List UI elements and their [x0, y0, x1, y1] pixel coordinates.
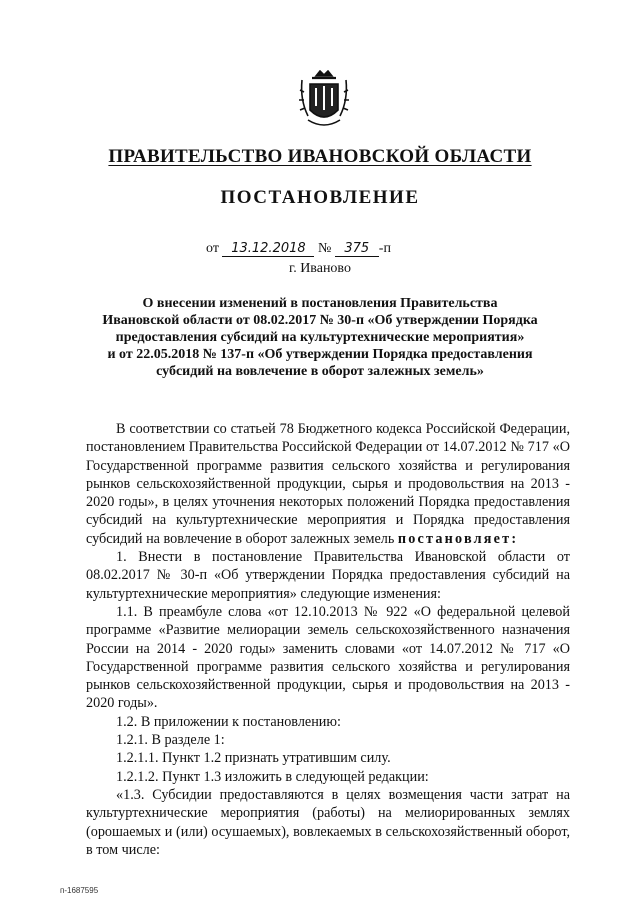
date-number-line — [206, 241, 391, 257]
government-heading: ПРАВИТЕЛЬСТВО ИВАНОВСКОЙ ОБЛАСТИ — [108, 146, 532, 167]
document-type-heading: ПОСТАНОВЛЕНИЕ — [220, 187, 420, 208]
clause-1-1: 1.1. В преамбуле слова «от 12.10.2013 № 922 «О федеральной целевой программе «Развитие мелиорации земель сельскохозяйственного назначения России на 2014 - 2020 годы» заменить словами «от 14.07.2012 № 717 «О Государственной программе развития сельского хозяйства и регулирования рынков сельскохозяйственной продукции, сырья и продовольствия на 2013 - 2020 годы». — [86, 603, 570, 712]
number-sign: № — [317, 241, 332, 256]
coat-of-arms-emblem — [298, 70, 350, 130]
preamble-paragraph — [86, 420, 570, 548]
title-line: субсидий на вовлечение в оборот залежных земель» — [156, 364, 484, 379]
clause-1: 1. Внести в постановление Правительства Ивановской области от 08.02.2017 № 30-п «Об утверждении Порядка предоставления субсидий на культуртехнические мероприятия» следующие изменения: — [86, 549, 570, 602]
clause-1-2: 1.2. В приложении к постановлению: — [116, 713, 341, 730]
title-line: Ивановской области от 08.02.2017 № 30-п «Об утверждении Порядка — [102, 313, 538, 328]
document-body — [86, 420, 570, 859]
preamble-text: В соответствии со статьей 78 Бюджетного кодекса Российской Федерации, постановлением Правительства Российской Федерации от 14.07.2012 № 717 «О Государственной программе развития сельского хозяйства и регулирования рынков сельскохозяйственной продукции, сырья и продовольствия на 2013 - 2020 годы», в целях уточнения некоторых положений Порядка предоставления субсидий на культуртехнические мероприятия и Порядка предоставления субсидий на вовлечение в оборот залежных земель — [86, 421, 570, 547]
title-line: О внесении изменений в постановления Правительства — [142, 296, 498, 311]
footer-code: п-1687595 — [60, 886, 99, 895]
from-label: от — [206, 241, 219, 256]
title-line: и от 22.05.2018 № 137-п «Об утверждении Порядка предоставления — [107, 347, 533, 362]
resolves-word: постановляет: — [397, 530, 519, 547]
handwritten-date: 13.12.2018 — [222, 241, 314, 257]
document-title — [92, 295, 548, 380]
clause-1-2-1-2: 1.2.1.2. Пункт 1.3 изложить в следующей редакции: — [116, 768, 429, 785]
number-suffix: -п — [378, 241, 391, 256]
title-line: предоставления субсидий на культуртехнические мероприятия» — [115, 330, 525, 345]
clause-1-2-1-1: 1.2.1.1. Пункт 1.2 признать утратившим силу. — [116, 750, 391, 767]
handwritten-number: 375 — [335, 241, 379, 257]
clause-1-2-1: 1.2.1. В разделе 1: — [116, 732, 225, 749]
clause-1-3-quote: «1.3. Субсидии предоставляются в целях возмещения части затрат на культуртехнические мероприятия (работы) на мелиорированных землях (орошаемых и (или) осушаемых), вовлекаемых в сельскохозяйственный оборот, в том числе: — [86, 786, 570, 858]
city: г. Иваново — [289, 261, 351, 276]
